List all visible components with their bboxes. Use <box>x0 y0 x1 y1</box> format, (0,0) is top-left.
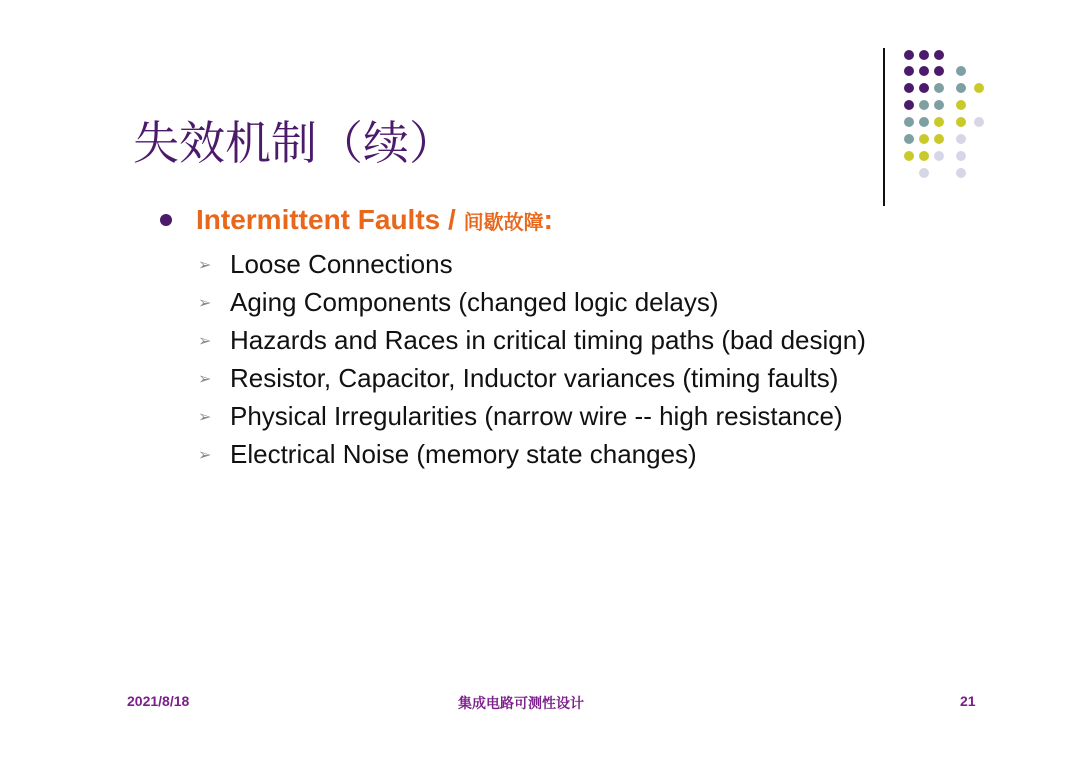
decor-dot <box>956 117 966 127</box>
decor-dot <box>956 83 966 93</box>
decorative-dot-grid <box>898 50 988 185</box>
list-item <box>160 325 880 356</box>
decor-dot <box>974 117 984 127</box>
arrow-bullet-icon: ➢ <box>198 447 212 464</box>
bullet-dot-icon <box>160 214 172 226</box>
decor-dot <box>956 151 966 161</box>
arrow-bullet-icon: ➢ <box>198 295 212 312</box>
list-item-text: Physical Irregularities (narrow wire -- high resistance) <box>230 401 843 431</box>
decor-dot <box>974 83 984 93</box>
heading-text-en: Intermittent Faults / <box>196 204 464 235</box>
decor-dot <box>934 50 944 60</box>
decor-dot <box>904 134 914 144</box>
list-item-text: Aging Components (changed logic delays) <box>230 287 719 317</box>
decor-dot <box>934 66 944 76</box>
list-item <box>160 401 880 432</box>
divider-line <box>883 48 885 206</box>
decor-dot <box>956 134 966 144</box>
slide-title: 失效机制（续） <box>133 116 455 170</box>
decor-dot <box>904 66 914 76</box>
list-item <box>160 439 880 470</box>
footer-page-number: 21 <box>960 693 976 709</box>
decor-dot <box>934 117 944 127</box>
decor-dot <box>934 134 944 144</box>
decor-dot <box>919 151 929 161</box>
arrow-bullet-icon: ➢ <box>198 371 212 388</box>
decor-dot <box>919 50 929 60</box>
decor-dot <box>904 117 914 127</box>
slide-body <box>160 200 880 470</box>
list-item-text: Electrical Noise (memory state changes) <box>230 439 697 469</box>
decor-dot <box>904 50 914 60</box>
decor-dot <box>934 100 944 110</box>
arrow-bullet-icon: ➢ <box>198 333 212 350</box>
list-item <box>160 249 880 280</box>
list-item-text: Resistor, Capacitor, Inductor variances (timing faults) <box>230 363 839 393</box>
list-item <box>160 287 880 318</box>
decor-dot <box>919 66 929 76</box>
decor-dot <box>919 117 929 127</box>
decor-dot <box>934 83 944 93</box>
decor-dot <box>904 100 914 110</box>
heading-colon: : <box>543 204 553 235</box>
list-item <box>160 363 880 394</box>
list-item-text: Hazards and Races in critical timing paths (bad design) <box>230 325 866 355</box>
footer-course-title: 集成电路可测性设计 <box>458 695 584 711</box>
decor-dot <box>904 151 914 161</box>
decor-dot <box>904 83 914 93</box>
decor-dot <box>919 134 929 144</box>
bullet-heading <box>160 200 880 242</box>
heading-text-cn: 间歇故障 <box>463 210 544 234</box>
decor-dot <box>956 168 966 178</box>
decor-dot <box>956 66 966 76</box>
arrow-bullet-icon: ➢ <box>198 409 212 426</box>
decor-dot <box>919 83 929 93</box>
sub-bullet-list <box>160 249 880 470</box>
decor-dot <box>919 100 929 110</box>
decor-dot <box>919 168 929 178</box>
decor-dot <box>956 100 966 110</box>
decor-dot <box>934 151 944 161</box>
footer-date: 2021/8/18 <box>127 693 190 709</box>
list-item-text: Loose Connections <box>230 249 453 279</box>
arrow-bullet-icon: ➢ <box>198 257 212 274</box>
